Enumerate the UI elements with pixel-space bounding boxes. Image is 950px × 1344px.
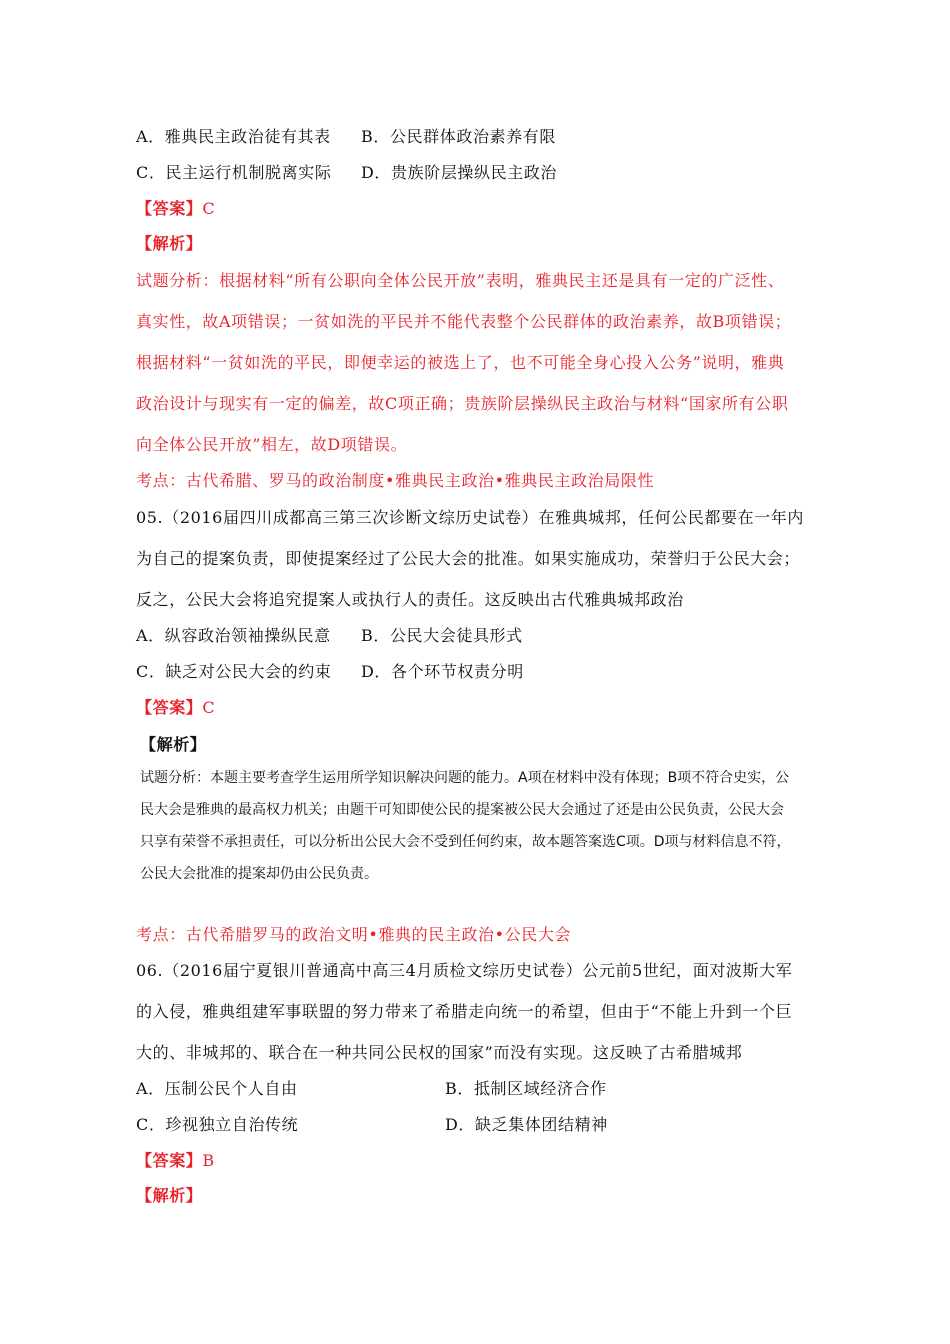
q4-answer [136, 198, 215, 220]
q6-option-a: A．压制公民个人自由 [136, 1079, 298, 1098]
q4-option-b: B．公民群体政治素养有限 [361, 127, 556, 146]
q5-option-b: B．公民大会徒具形式 [361, 626, 523, 645]
q6-option-c: C．珍视独立自治传统 [136, 1115, 299, 1134]
q4-analysis-line: 向全体公民开放”相左，故D项错误。 [136, 435, 408, 454]
q5-answer-label: 【答案】 [136, 698, 203, 717]
q5-stem-line: 反之，公民大会将追究提案人或执行人的责任。这反映出古代雅典城邦政治 [136, 590, 684, 609]
q4-option-a: A．雅典民主政治徒有其表 [136, 127, 331, 146]
q5-analysis-line: 公民大会批准的提案却仍由公民负责。 [140, 866, 378, 882]
q6-option-b: B．抵制区域经济合作 [445, 1079, 607, 1098]
q5-kaodian: 考点：古代希腊罗马的政治文明•雅典的民主政治•公民大会 [136, 925, 572, 944]
q5-stem-line: 05.（2016届四川成都高三第三次诊断文综历史试卷）在雅典城邦，任何公民都要在一年内 [136, 508, 804, 527]
q6-stem-line: 06.（2016届宁夏银川普通高中高三4月质检文综历史试卷）公元前5世纪，面对波斯大军 [136, 961, 793, 980]
q5-analysis-label: 【解析】 [140, 735, 207, 754]
q4-analysis-line: 真实性，故A项错误；一贫如洗的平民并不能代表整个公民群体的政治素养，故B项错误； [136, 312, 792, 331]
q6-analysis-label: 【解析】 [136, 1186, 203, 1205]
q4-analysis-label: 【解析】 [136, 234, 203, 253]
q4-option-c: C．民主运行机制脱离实际 [136, 163, 332, 182]
q6-answer [136, 1150, 215, 1172]
q6-stem-line: 的入侵，雅典组建军事联盟的努力带来了希腊走向统一的希望，但由于“不能上升到一个巨 [136, 1002, 793, 1021]
q6-option-d: D．缺乏集体团结精神 [445, 1115, 608, 1134]
q4-answer-label: 【答案】 [136, 199, 203, 218]
q5-stem-line: 为自己的提案负责，即使提案经过了公民大会的批准。如果实施成功，荣誉归于公民大会； [136, 549, 801, 568]
q4-analysis-line: 试题分析：根据材料“所有公职向全体公民开放”表明，雅典民主还是具有一定的广泛性、 [136, 271, 785, 290]
q4-option-d: D．贵族阶层操纵民主政治 [361, 163, 558, 182]
q5-analysis-line: 试题分析：本题主要考查学生运用所学知识解决问题的能力。A项在材料中没有体现；B项不符合史实，公 [140, 770, 790, 786]
q5-option-c: C．缺乏对公民大会的约束 [136, 662, 332, 681]
q6-answer-value: B [202, 1151, 215, 1170]
q5-analysis-line: 只享有荣誉不承担责任，可以分析出公民大会不受到任何约束，故本题答案选C项。D项与材料信息不符， [140, 834, 791, 850]
q4-analysis-line: 政治设计与现实有一定的偏差，故C项正确；贵族阶层操纵民主政治与材料“国家所有公职 [136, 394, 789, 413]
q5-option-d: D．各个环节权责分明 [361, 662, 524, 681]
q6-answer-label: 【答案】 [136, 1151, 203, 1170]
q6-stem-line: 大的、非城邦的、联合在一种共同公民权的国家”而没有实现。这反映了古希腊城邦 [136, 1043, 743, 1062]
q5-answer-value: C [202, 698, 216, 717]
q4-answer-value: C [202, 199, 216, 218]
q4-analysis-line: 根据材料“一贫如洗的平民，即便幸运的被选上了，也不可能全身心投入公务”说明，雅典 [136, 353, 785, 372]
q5-option-a: A．纵容政治领袖操纵民意 [136, 626, 331, 645]
q4-kaodian: 考点：古代希腊、罗马的政治制度•雅典民主政治•雅典民主政治局限性 [136, 471, 655, 490]
q5-analysis-line: 民大会是雅典的最高权力机关；由题干可知即使公民的提案被公民大会通过了还是由公民负责，公民大会 [140, 802, 784, 818]
q5-answer [136, 697, 215, 719]
